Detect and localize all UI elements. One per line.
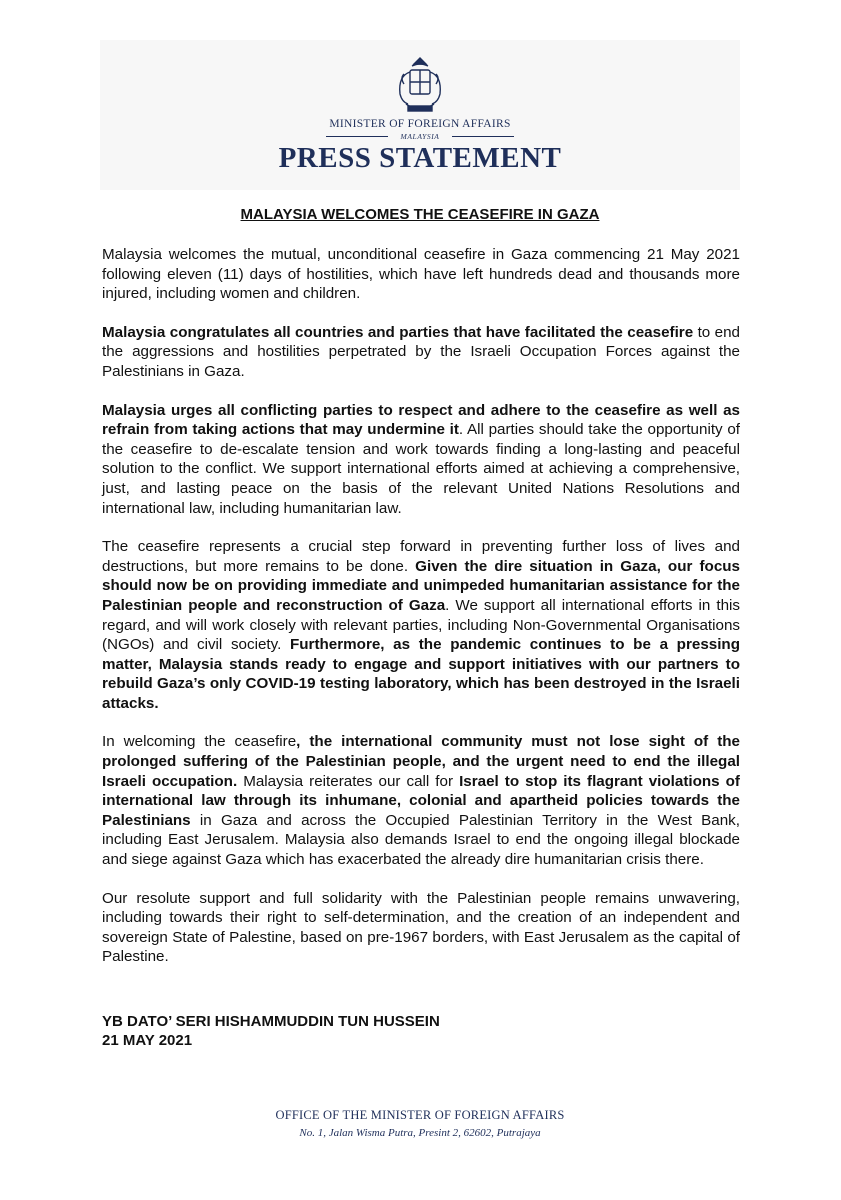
paragraph-5-text-2: Malaysia reiterates our call for xyxy=(237,772,460,790)
paragraph-5-text-1: In welcoming the ceasefire xyxy=(102,733,297,751)
signature-block xyxy=(102,1012,440,1050)
paragraph-4-text-1: The ceasefire represents a crucial step forward in preventing further loss of lives and destructions, but more remains to be done. xyxy=(102,538,740,575)
footer-address: No. 1, Jalan Wisma Putra, Presint 2, 62602, Putrajaya xyxy=(299,1127,541,1139)
ministry-name: MINISTER OF FOREIGN AFFAIRS xyxy=(329,118,511,130)
paragraph-1-text: Malaysia welcomes the mutual, unconditional ceasefire in Gaza commencing 21 May 2021 following eleven (11) days of hostilities, which have left hundreds dead and thousands more injured, including women and children. xyxy=(102,246,740,303)
paragraph-4-text-2: . We support all international efforts in this regard, and will work closely with relevant parties, including Non-Governmental Organisations (NGOs) and civil society. xyxy=(102,596,740,654)
paragraph-6 xyxy=(102,889,740,967)
statement-headline: MALAYSIA WELCOMES THE CEASEFIRE IN GAZA xyxy=(240,206,600,223)
paragraph-4-bold-1: Given the dire situation in Gaza, our focus should now be on providing immediate and unimpeded humanitarian assistance for the Palestinian people and reconstruction of Gaza xyxy=(102,557,740,614)
paragraph-3-bold: Malaysia urges all conflicting parties to respect and adhere to the ceasefire as well as refrain from taking actions that may undermine it xyxy=(102,401,740,439)
malaysia-coat-of-arms-icon xyxy=(388,54,452,118)
statement-date: 21 MAY 2021 xyxy=(102,1032,193,1049)
paragraph-1 xyxy=(102,245,740,304)
statement-body xyxy=(102,245,740,986)
paragraph-5-bold-1: , the international community must not lose sight of the prolonged suffering of the Palestinian people, and the urgent need to end the illegal Israeli occupation. xyxy=(102,733,740,790)
signatory-name: YB DATO’ SERI HISHAMMUDDIN TUN HUSSEIN xyxy=(102,1013,440,1030)
paragraph-3 xyxy=(102,401,740,519)
paragraph-2 xyxy=(102,323,740,382)
paragraph-2-text: to end the aggressions and hostilities perpetrated by the Israeli Occupation Forces against the Palestinians in Gaza. xyxy=(102,323,740,380)
footer-office: OFFICE OF THE MINISTER OF FOREIGN AFFAIRS xyxy=(275,1108,565,1122)
paragraph-5-text-3: in Gaza and across the Occupied Palestinian Territory in the West Bank, including East Jerusalem. Malaysia also demands Israel to end the ongoing illegal blockade and siege against Gaza which has exacerbated the already dire humanitarian crisis there. xyxy=(102,811,740,869)
paragraph-6-text: Our resolute support and full solidarity with the Palestinian people remains unwavering, including towards their right to self-determination, and the creation of an independent and sovereign State of Palestine, based on pre-1967 borders, with East Jerusalem as the capital of Palestine. xyxy=(102,889,740,966)
paragraph-4-bold-2: Furthermore, as the pandemic continues to be a pressing matter, Malaysia stands ready to engage and support initiatives with our partners to rebuild Gaza’s only COVID-19 testing laboratory, which has been destroyed in the Israeli attacks. xyxy=(102,636,740,712)
paragraph-5-bold-2: Israel to stop its flagrant violations of international law through its inhumane, colonial and apartheid policies towards the Palestinians xyxy=(102,772,740,829)
footer xyxy=(100,1108,740,1139)
letterhead xyxy=(100,40,740,190)
document-type-title: PRESS STATEMENT xyxy=(278,142,562,174)
paragraph-2-bold: Malaysia congratulates all countries and parties that have facilitated the ceasefire xyxy=(102,323,694,341)
paragraph-4 xyxy=(102,537,740,713)
paragraph-5 xyxy=(102,732,740,869)
country-name: MALAYSIA xyxy=(400,132,440,141)
paragraph-3-text: . All parties should take the opportunity of the ceasefire to de-escalate tension and work towards finding a long-lasting and peaceful solution to the conflict. We support international efforts aimed at achieving a comprehensive, just, and lasting peace on the basis of the relevant United Nations Resolutions and international law, including humanitarian law. xyxy=(102,421,740,517)
